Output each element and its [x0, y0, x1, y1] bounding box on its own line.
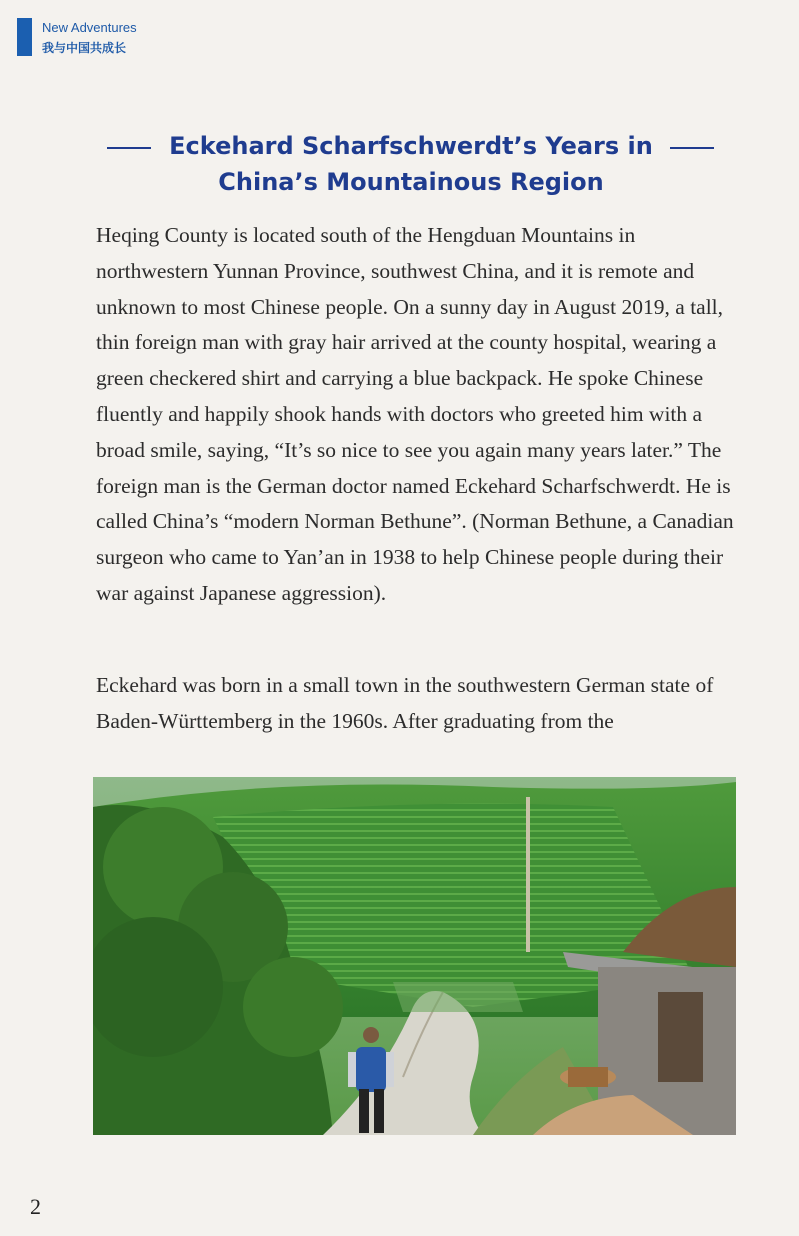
article-title-line-2: China’s Mountainous Region [218, 168, 604, 196]
series-title-chinese: 我与中国共成长 [42, 41, 127, 55]
page-number: 2 [30, 1194, 41, 1219]
article-title [96, 128, 726, 200]
article-title-line-1: Eckehard Scharfschwerdt’s Years in [169, 132, 653, 160]
body-paragraph-1: Heqing County is located south of the Hengduan Mountains in northwestern Yunnan Province, southwest China, and it is remote and unknown to most Chinese people. On a sunny day in August 2019, a tall, thin foreign man with gray hair arrived at the county hospital, wearing a green checkered shirt and carrying a blue backpack. He spoke Chinese fluently and happily shook hands with doctors who greeted him with a broad smile, saying, “It’s so nice to see you again many years later.” The foreign man is the German doctor named Eckehard Scharfschwerdt. He is called China’s “modern Norman Bethune”. (Norman Bethune, a Canadian surgeon who came to Yan’an in 1938 to help Chinese people during their war against Japanese aggression). [96, 223, 734, 605]
series-title-english: New Adventures [42, 20, 137, 35]
header-accent-bar [17, 18, 32, 56]
body-paragraph-2: Eckehard was born in a small town in the southwestern German state of Baden-Württemberg in the 1960s. After graduating from the [96, 673, 714, 733]
hillside-village-photo [93, 777, 736, 1135]
